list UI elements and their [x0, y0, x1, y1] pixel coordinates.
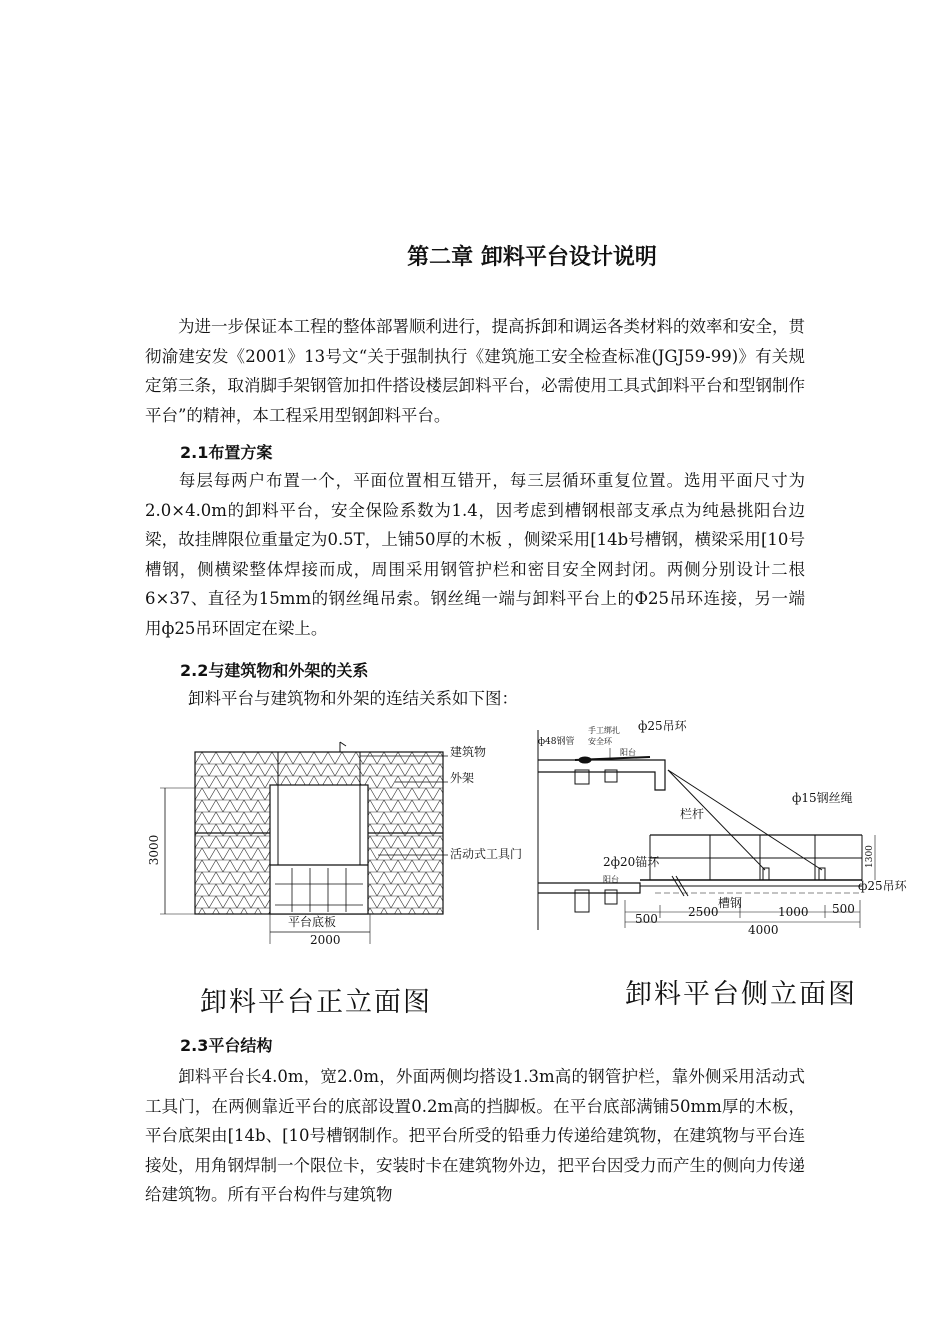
label-ring: 安全环 [588, 737, 612, 746]
front-elevation-drawing [147, 742, 522, 947]
label-anchor: 2ф20锚环 [603, 855, 660, 869]
label-base: 平台底板 [288, 915, 337, 929]
dim-1000: 1000 [778, 905, 809, 919]
section-2-3-heading: 2.3平台结构 [180, 1036, 273, 1055]
section-2-2-heading: 2.2与建筑物和外架的关系 [180, 661, 369, 680]
label-rope: ф15钢丝绳 [792, 791, 853, 805]
side-elevation-labels [538, 719, 908, 937]
caption-front: 卸料平台正立面图 [200, 987, 432, 1018]
side-elevation-drawing [538, 730, 875, 930]
label-hook-top: ф25吊环 [638, 719, 687, 733]
chapter-title: 第二章 卸料平台设计说明 [407, 245, 657, 270]
section-2-3-body-text: 卸料平台长4.0m，宽2.0m，外面两侧均搭设1.3m高的钢管护栏，靠外侧采用活动式工具门，在两侧靠近平台的底部设置0.2m高的挡脚板。在平台底部满铺50mm厚的木板，平台底架由[14b、[10号槽钢制作。把平台所受的铅垂力传递给建筑物，在建筑物与平台连接处，用角钢焊制一个限位卡，安装时卡在建筑物外边，把平台因受力而产生的侧向力传递给建筑物。所有平台构件与建筑物 [145, 1067, 805, 1204]
caption-side: 卸料平台侧立面图 [625, 979, 857, 1010]
label-building: 建筑物 [450, 745, 487, 759]
label-balcony-bottom: 阳台 [603, 875, 619, 884]
label-rail: 栏杆 [680, 807, 705, 821]
label-hook-bottom: ф25吊环 [858, 879, 907, 893]
section-2-2-intro: 卸料平台与建筑物和外架的连结关系如下图： [188, 689, 518, 708]
dim-4000: 4000 [748, 923, 779, 937]
intro-paragraph-text: 为进一步保证本工程的整体部署顺利进行，提高拆卸和调运各类材料的效率和安全，贯彻渝建安发《2001》13号文“关于强制执行《建筑施工安全检查标准(JGJ59-99)》有关规定第三条，取消脚手架钢管加扣件搭设楼层卸料平台，必需使用工具式卸料平台和型钢制作平台”的精神，本工程采用型钢卸料平台。 [145, 317, 805, 425]
platform-opening [270, 785, 368, 914]
label-tie: 手工绑扎 [588, 726, 620, 735]
section-2-3-body [145, 1062, 805, 1210]
dim-500a: 500 [832, 902, 855, 916]
label-door: 活动式工具门 [450, 847, 523, 861]
dim-500b: 500 [635, 912, 658, 926]
dim-height: 3000 [147, 834, 161, 866]
label-balcony-top: 阳台 [620, 748, 636, 757]
section-2-1-heading: 2.1布置方案 [180, 443, 273, 462]
section-2-1-body-text: 每层每两户布置一个，平面位置相互错开，每三层循环重复位置。选用平面尺寸为2.0×4.0m的卸料平台，安全保险系数为1.4，因考虑到槽钢根部支承点为纯悬挑阳台边梁，故挂牌限位重量定为0.5T，上铺50厚的木板 ，侧梁采用[14b号槽钢，横梁采用[10号槽钢，侧横梁整体焊接而成，周围采用钢管护栏和密目安全网封闭。两侧分别设计二根6×37、直径为15mm的钢丝绳吊索。钢丝绳一端与卸料平台上的Φ25吊环连接，另一端用ф25吊环固定在梁上。 [145, 471, 805, 638]
label-scaffold: 外架 [450, 771, 475, 785]
dim-width: 2000 [310, 933, 341, 947]
dim-1300: 1300 [865, 845, 875, 868]
dim-2500: 2500 [688, 905, 719, 919]
label-pipe: ф48钢管 [538, 737, 575, 747]
label-channel: 槽钢 [718, 896, 743, 910]
